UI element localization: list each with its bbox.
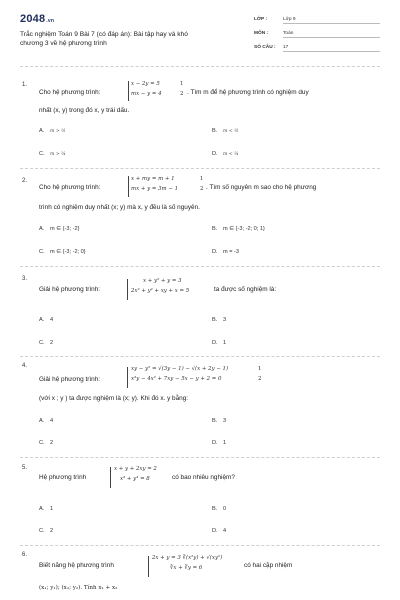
option-letter: D. [212, 440, 218, 446]
option-text: 1 [223, 340, 227, 346]
divider [20, 457, 380, 458]
option-letter: D. [212, 528, 218, 534]
option-c[interactable] [39, 528, 53, 534]
option-letter: C. [39, 340, 45, 346]
option-letter: A. [39, 128, 45, 134]
option-letter: C. [39, 249, 45, 255]
option-text: 2 [50, 440, 54, 446]
option-text: 2 [50, 340, 54, 346]
option-letter: D. [212, 340, 218, 346]
option-letter: B. [212, 317, 218, 323]
option-letter: C. [39, 528, 45, 534]
question-number: 3. [22, 276, 28, 282]
title-line-2: chương 3 về hệ phương trình [20, 40, 107, 47]
option-a[interactable] [39, 128, 66, 134]
question-tail: ta được số nghiệm là: [214, 286, 277, 293]
question-count-label: SỐ CÂU : [254, 45, 276, 50]
equation-number-2: 2 [258, 376, 262, 382]
equation-system [114, 464, 157, 484]
question-line-2: trình có nghiệm duy nhất (x; y) mà x, y đều là số nguyên. [39, 204, 200, 211]
divider [20, 356, 380, 357]
brace [127, 279, 128, 300]
option-letter: C. [39, 440, 45, 446]
option-text: 2 [50, 528, 54, 534]
equation-1: 2x + y = 3 ∛(x²y) + √(xy²) [152, 555, 223, 561]
subject-value: Toán [283, 31, 380, 38]
equation-1: x + y + 2xy = 2 [114, 466, 157, 472]
option-text: 4 [50, 317, 54, 323]
class-label: LỚP : [254, 17, 268, 22]
option-c[interactable] [39, 249, 86, 255]
subject-label: MÔN : [254, 31, 269, 36]
option-text: 1 [223, 440, 227, 446]
option-b[interactable] [212, 506, 226, 512]
question-number: 5. [22, 465, 28, 471]
equation-numbers [258, 364, 261, 384]
equation-1: x − 2y = 5 [131, 81, 160, 87]
question-tail: . Tìm m để hệ phương trình có nghiệm duy [187, 89, 309, 96]
question-tail: . Tìm số nguyên m sao cho hệ phương [206, 184, 317, 191]
question-line-2: nhất (x, y) trong đó x, y trái dấu. [39, 107, 130, 114]
option-text: m < ¼ [223, 152, 239, 157]
question-tail: có bao nhiêu nghiệm? [172, 474, 235, 481]
divider [20, 168, 380, 169]
option-text: 4 [223, 528, 227, 534]
option-a[interactable] [39, 226, 79, 232]
option-b[interactable] [212, 128, 239, 134]
option-text: 4 [50, 418, 54, 424]
question-number: 6. [22, 552, 28, 558]
question-number: 4. [22, 363, 28, 369]
brace [148, 556, 149, 577]
option-c[interactable] [39, 151, 66, 157]
divider [20, 545, 380, 546]
question-tail: có hai cặp nhiệm [244, 562, 293, 569]
option-text: 3 [223, 418, 227, 424]
class-value: Lớp 9 [283, 17, 380, 24]
option-d[interactable] [212, 249, 239, 255]
option-d[interactable] [212, 151, 239, 157]
option-d[interactable] [212, 440, 226, 446]
option-b[interactable] [212, 418, 226, 424]
option-text: m > ½ [50, 129, 66, 134]
equation-system [131, 276, 189, 296]
question-intro: Biết năng hệ phương trình [39, 562, 114, 569]
equation-system [131, 364, 228, 384]
option-text: m ∈ {-3; -2} [50, 226, 80, 232]
equation-number-1: 1 [180, 81, 184, 87]
equation-numbers [200, 174, 203, 194]
question-intro: Cho hệ phương trình: [39, 89, 101, 96]
divider [20, 66, 380, 67]
brand-logo[interactable] [20, 13, 54, 25]
option-a[interactable] [39, 317, 53, 323]
equation-2: x³y − 4x² + 7xy − 5x − y + 2 = 0 [131, 376, 222, 382]
header [0, 0, 400, 62]
brace [127, 367, 128, 388]
equation-number-1: 1 [200, 176, 204, 182]
option-c[interactable] [39, 440, 53, 446]
equation-1: x + my = m + 1 [131, 176, 175, 182]
option-letter: B. [212, 226, 218, 232]
equation-2: ∛x + ∛y = 6 [170, 565, 203, 571]
brace [128, 81, 129, 101]
question-line-2: (x₁; y₁); (x₂; y₂). Tính x₁ + x₂ [39, 585, 118, 591]
option-b[interactable] [212, 226, 265, 232]
option-letter: A. [39, 506, 45, 512]
brace [128, 176, 129, 197]
option-b[interactable] [212, 317, 226, 323]
option-letter: B. [212, 506, 218, 512]
option-a[interactable] [39, 418, 53, 424]
option-d[interactable] [212, 528, 226, 534]
brand-suffix: .vn [46, 18, 55, 24]
option-text: 1 [50, 506, 54, 512]
option-letter: D. [212, 151, 218, 157]
option-text: m > ¼ [50, 152, 66, 157]
question-intro: Cho hệ phương trình: [39, 184, 101, 191]
option-letter: A. [39, 226, 45, 232]
option-text: m = -3 [223, 249, 240, 255]
option-text: m ∈ {-3; -2; 0} [50, 249, 86, 255]
equation-numbers [180, 79, 183, 99]
question-number: 1. [22, 82, 28, 88]
option-c[interactable] [39, 340, 53, 346]
option-text: m ∈ {-3; -2; 0; 1} [223, 226, 265, 232]
equation-2: mx − y = 4 [131, 91, 162, 97]
option-text: m < ½ [223, 129, 239, 134]
brace [110, 467, 111, 488]
equation-1: x + y² + y = 3 [143, 278, 182, 284]
equation-number-2: 2 [200, 186, 204, 192]
equation-2: 2x² + y² + xy + x = 5 [131, 288, 190, 294]
question-intro: Hệ phương trình [39, 474, 87, 481]
option-d[interactable] [212, 340, 226, 346]
brand-name: 2048 [20, 13, 46, 25]
option-letter: A. [39, 317, 45, 323]
equation-2: x³ + y³ = 8 [120, 476, 150, 482]
option-letter: A. [39, 418, 45, 424]
option-letter: D. [212, 249, 218, 255]
option-letter: B. [212, 128, 218, 134]
equation-number-1: 1 [258, 366, 262, 372]
question-intro: Giải hệ phương trình: [39, 286, 101, 293]
equation-system [131, 174, 178, 194]
equation-system [152, 553, 222, 573]
option-letter: B. [212, 418, 218, 424]
equation-1: xy − y² = √(3y − 1) − √(x + 2y − 1) [131, 366, 229, 372]
title-line-1: Trắc nghiệm Toán 9 Bài 7 (có đáp án): Bài tập hay và khó [20, 31, 188, 38]
option-text: 3 [223, 317, 227, 323]
equation-2: mx + y = 3m − 1 [131, 186, 178, 192]
equation-system [131, 79, 162, 99]
question-number: 2. [22, 178, 28, 184]
option-a[interactable] [39, 506, 53, 512]
divider [20, 266, 380, 267]
option-letter: C. [39, 151, 45, 157]
question-line-2: (với x ; y ) ta được nghiệm là (x; y). Khi đó x. y bằng: [39, 395, 189, 402]
option-text: 0 [223, 506, 227, 512]
equation-number-2: 2 [180, 91, 184, 97]
question-intro: Giải hệ phương trình: [39, 376, 101, 383]
question-count-value: 17 [283, 45, 380, 52]
page-title [20, 30, 235, 48]
